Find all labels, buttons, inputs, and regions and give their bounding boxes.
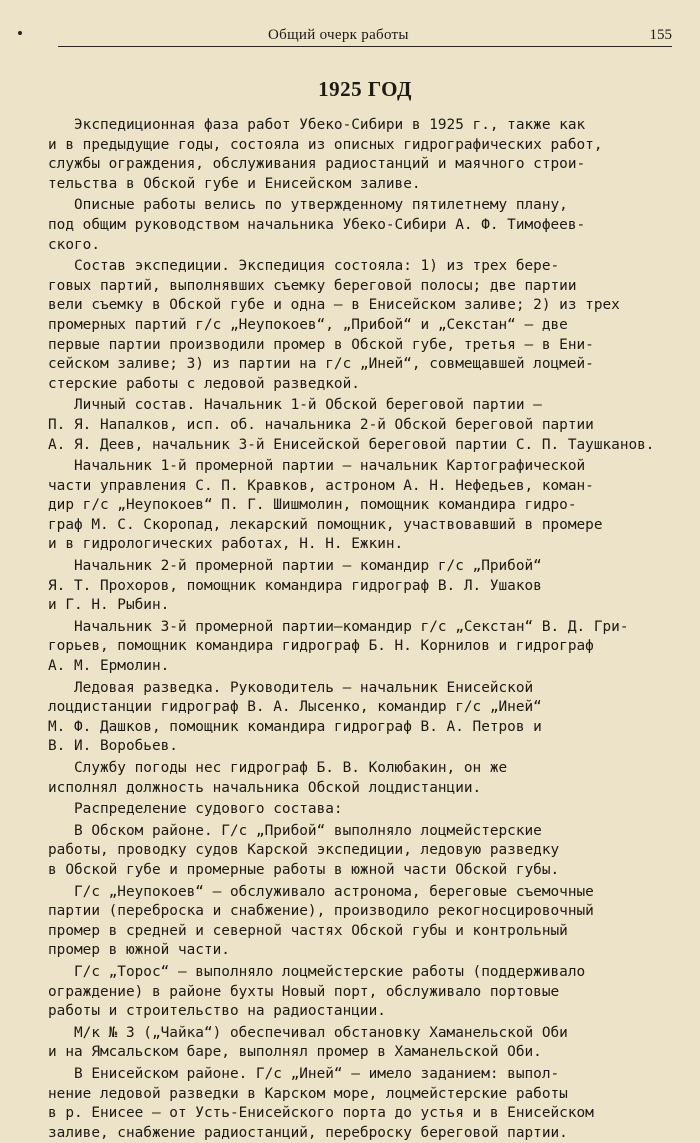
text-line: партии (переброска и снабжение), производило рекогносцировочный: [48, 903, 594, 920]
paragraph: [48, 759, 672, 798]
text-line: Экспедиционная фаза работ Убеко-Сибири в 1925 г., также как: [48, 117, 586, 133]
text-line: Начальник 1-й промерной партии — начальник Картографической: [48, 458, 586, 475]
paragraph: [48, 618, 672, 677]
text-line: и в предыдущие годы, состояла из описных гидрографических работ,: [48, 136, 603, 153]
text-line: промер в средней и северной частях Обской губы и контрольный: [48, 922, 568, 939]
running-head-title: Общий очерк работы: [268, 27, 409, 43]
page-number: 155: [649, 27, 672, 43]
paragraph: [48, 457, 672, 555]
paragraph: [48, 1024, 672, 1063]
text-line: лоцдистанции гидрограф В. А. Лысенко, командир г/с „Иней“: [48, 699, 542, 716]
text-line: Личный состав. Начальник 1-й Обской береговой партии —: [48, 397, 542, 414]
text-line: стерские работы с ледовой разведкой.: [48, 375, 360, 392]
text-line: в р. Енисее — от Усть-Енисейского порта до устья и в Енисейском: [48, 1105, 594, 1122]
text-line: А. Я. Деев, начальник 3-й Енисейской береговой партии С. П. Таушканов.: [48, 436, 655, 453]
text-line: нение ледовой разведки в Карском море, лоцмейстерские работы: [48, 1085, 568, 1102]
text-line: дир г/с „Неупокоев“ П. Г. Шишмолин, помощник командира гидро-: [48, 497, 577, 514]
text-line: под общим руководством начальника Убеко-Сибири А. Ф. Тимофеев-: [48, 216, 586, 233]
text-line: работы и строительство на радиостанции.: [48, 1003, 386, 1020]
text-line: М/к № 3 („Чайка“) обеспечивал обстановку Хаманельской Оби: [48, 1024, 568, 1041]
text-line: сейском заливе; 3) из партии на г/с „Иней“, совмещавшей лоцмей-: [48, 356, 594, 373]
paragraph: [48, 116, 672, 194]
text-line: части управления С. П. Кравков, астроном А. Н. Нефедьев, коман-: [48, 477, 594, 494]
text-line: А. М. Ермолин.: [48, 658, 170, 675]
paragraph: [48, 679, 672, 757]
text-line: говых партий, выполнявших съемку береговой полосы; две партии: [48, 277, 577, 294]
text-line: граф М. С. Скоропад, лекарский помощник, участвовавший в промере: [48, 516, 603, 533]
text-line: первые партии производили промер в Обской губе, третья — в Ени-: [48, 336, 594, 353]
running-head: [58, 20, 672, 47]
paragraph: [48, 1065, 672, 1143]
text-line: Г/с „Торос“ — выполняло лоцмейстерские работы (поддерживало: [48, 963, 586, 980]
text-line: и в гидрологических работах, Н. Н. Ежкин.: [48, 536, 404, 553]
text-line: тельства в Обской губе и Енисейском заливе.: [48, 175, 421, 192]
paragraph: [48, 557, 672, 616]
text-line: Описные работы велись по утвержденному пятилетнему плану,: [48, 197, 568, 214]
text-line: Состав экспедиции. Экспедиция состояла: 1) из трех бере-: [48, 258, 560, 275]
text-line: промерных партий г/с „Неупокоев“, „Прибой“ и „Секстан“ — две: [48, 316, 568, 333]
text-line: горьев, помощник командира гидрограф Б. Н. Корнилов и гидрограф: [48, 638, 594, 655]
text-line: П. Я. Напалков, исп. об. начальника 2-й Обской береговой партии: [48, 416, 594, 433]
paragraph: [48, 396, 672, 455]
text-line: вели съемку в Обской губе и одна — в Енисейском заливе; 2) из трех: [48, 297, 620, 314]
text-line: В. И. Воробьев.: [48, 738, 178, 755]
body-text: [48, 116, 672, 1143]
section-heading: 1925 ГОД: [318, 77, 412, 101]
text-line: Ледовая разведка. Руководитель — начальник Енисейской: [48, 679, 534, 696]
text-line: работы, проводку судов Карской экспедиции, ледовую разведку: [48, 842, 560, 859]
text-line: Начальник 3-й промерной партии—командир г/с „Секстан“ В. Д. Гри-: [48, 618, 629, 635]
text-line: Распределение судового состава:: [48, 801, 343, 818]
text-line: Службу погоды нес гидрограф Б. В. Колюбакин, он же: [48, 760, 508, 776]
text-line: промер в южной части.: [48, 942, 230, 959]
text-line: М. Ф. Дашков, помощник командира гидрограф В. А. Петров и: [48, 718, 542, 735]
text-line: и на Ямсальском баре, выполнял промер в Хаманельской Оби.: [48, 1044, 542, 1061]
text-line: ского.: [48, 236, 100, 253]
text-line: В Обском районе. Г/с „Прибой“ выполняло лоцмейстерские: [48, 822, 542, 839]
text-line: исполнял должность начальника Обской лоцдистанции.: [48, 779, 482, 796]
text-line: ограждение) в районе бухты Новый порт, обслуживало портовые: [48, 983, 560, 1000]
paragraph: [48, 257, 672, 394]
paragraph: [48, 822, 672, 881]
paragraph: [48, 883, 672, 961]
text-line: службы ограждения, обслуживания радиостанций и маячного строи-: [48, 156, 586, 173]
text-line: Г/с „Неупокоев“ — обслуживало астронома, береговые съемочные: [48, 883, 594, 900]
paragraph: [48, 196, 672, 255]
text-line: Начальник 2-й промерной партии — командир г/с „Прибой“: [48, 558, 542, 575]
text-line: в Обской губе и промерные работы в южной части Обской губы.: [48, 861, 560, 878]
paragraph: [48, 963, 672, 1022]
paragraph: [48, 800, 672, 820]
text-line: заливе, снабжение радиостанций, переброску береговой партии.: [48, 1124, 568, 1141]
bullet-dot-icon: [18, 31, 22, 35]
text-line: В Енисейском районе. Г/с „Иней“ — имело заданием: выпол-: [48, 1065, 560, 1082]
text-line: и Г. Н. Рыбин.: [48, 597, 170, 614]
text-line: Я. Т. Прохоров, помощник командира гидрограф В. Л. Ушаков: [48, 577, 542, 594]
